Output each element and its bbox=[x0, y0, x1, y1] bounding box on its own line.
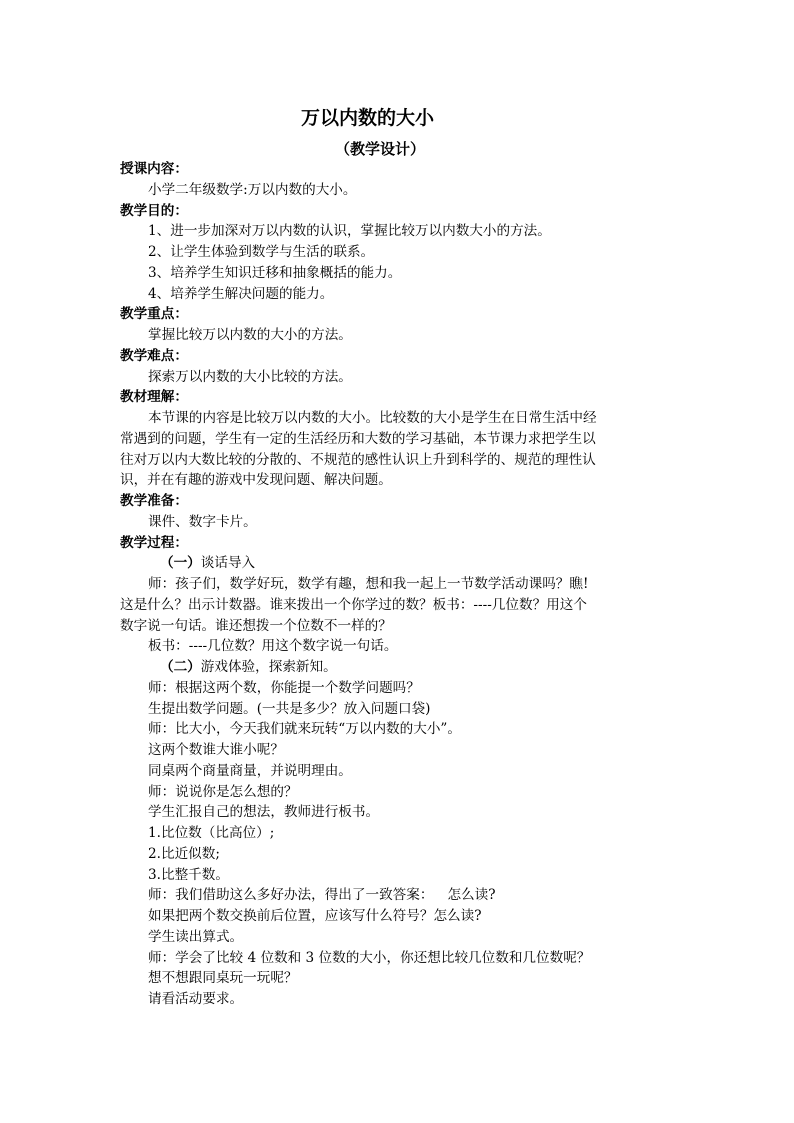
section-heading-content: 授课内容： bbox=[120, 161, 188, 177]
goal-item: 2、让学生体验到数学与生活的联系。 bbox=[148, 244, 375, 260]
section-heading-material: 教材理解： bbox=[120, 389, 188, 406]
process-answer-line bbox=[120, 885, 680, 906]
material-line: 常遇到的问题，学生有一定的生活经历和大数的学习基础，本节课力求把学生以 bbox=[120, 430, 596, 447]
process-part2-number: （二） bbox=[160, 659, 201, 675]
process-part2-label: 游戏体验，探索新知。 bbox=[200, 659, 337, 675]
material-line: 本节课的内容是比较万以内数的大小。比较数的大小是学生在日常生活中经 bbox=[148, 410, 597, 426]
section-heading-prep: 教学准备： bbox=[120, 493, 188, 509]
section-heading-difficulty: 教学难点： bbox=[120, 347, 188, 364]
process-line: 师：学会了比较 4 位数和 3 位数的大小，你还想比较几位数和几位数呢？ bbox=[148, 949, 591, 966]
section-heading-process: 教学过程： bbox=[120, 534, 188, 551]
goal-item: 1、进一步加深对万以内数的认识，掌握比较万以内数大小的方法。 bbox=[148, 223, 551, 240]
process-line: 2.比近似数; bbox=[148, 845, 220, 862]
process-line: 学生汇报自己的想法，教师进行板书。 bbox=[148, 804, 380, 821]
process-part1-title bbox=[120, 553, 680, 574]
process-line: 想不想跟同桌玩一玩呢？ bbox=[148, 970, 298, 987]
process-line: 这是什么？出示计数器。谁来拨出一个你学过的数？板书：----几位数？用这个 bbox=[120, 596, 587, 613]
process-line: 师：比大小，今天我们就来玩转“万以内数的大小”。 bbox=[148, 721, 461, 738]
process-line: 3.比整千数。 bbox=[148, 866, 229, 883]
goal-item: 3、培养学生知识迁移和抽象概括的能力。 bbox=[148, 264, 402, 281]
goal-item: 4、培养学生解决问题的能力。 bbox=[148, 285, 334, 302]
process-part1-number: （一） bbox=[160, 555, 201, 572]
section-heading-goals: 教学目的： bbox=[120, 202, 188, 219]
process-line: 师：根据这两个数，你能提一个数学问题吗？ bbox=[148, 679, 420, 696]
section-heading-key-point: 教学重点： bbox=[120, 306, 188, 323]
process-part1-label: 谈话导入 bbox=[200, 555, 256, 572]
section-text-prep: 课件、数字卡片。 bbox=[148, 513, 257, 530]
process-answer-b: 怎么读? bbox=[447, 887, 496, 904]
process-line: 请看活动要求。 bbox=[148, 991, 244, 1007]
document-title: 万以内数的大小 bbox=[300, 107, 434, 129]
process-line: 同桌两个商量商量，并说明理由。 bbox=[148, 762, 352, 779]
process-answer-a: 师：我们借助这么多好办法，得出了一致答案： bbox=[148, 887, 434, 904]
process-line: 学生读出算式。 bbox=[148, 928, 244, 945]
document-subtitle: （教学设计） bbox=[334, 140, 425, 158]
process-line: 师：孩子们，数学好玩，数学有趣，想和我一起上一节数学活动课吗？瞧! bbox=[148, 576, 589, 592]
process-line: 这两个数谁大谁小呢？ bbox=[148, 742, 284, 758]
process-part2-title bbox=[120, 657, 680, 678]
material-line: 往对万以内大数比较的分散的、不规范的感性认识上升到科学的、规范的理性认 bbox=[120, 451, 596, 468]
document-body bbox=[120, 159, 680, 1010]
section-text-content: 小学二年级数学:万以内数的大小。 bbox=[148, 181, 357, 198]
process-board-line: 板书：----几位数？用这个数字说一句话。 bbox=[148, 638, 398, 655]
process-line: 如果把两个数交换前后位置，应该写什么符号？怎么读? bbox=[148, 908, 482, 924]
process-line: 数字说一句话。谁还想拨一个位数不一样的？ bbox=[120, 617, 392, 634]
process-line: 生提出数学问题。(一共是多少？放入问题口袋) bbox=[148, 700, 431, 717]
section-text-key-point: 掌握比较万以内数的大小的方法。 bbox=[148, 327, 352, 343]
process-line: 1.比位数（比高位）; bbox=[148, 825, 275, 841]
process-line: 师：说说你是怎么想的？ bbox=[148, 783, 298, 800]
section-text-difficulty: 探索万以内数的大小比较的方法。 bbox=[148, 368, 352, 385]
material-line: 识，并在有趣的游戏中发现问题、解决问题。 bbox=[120, 472, 392, 489]
